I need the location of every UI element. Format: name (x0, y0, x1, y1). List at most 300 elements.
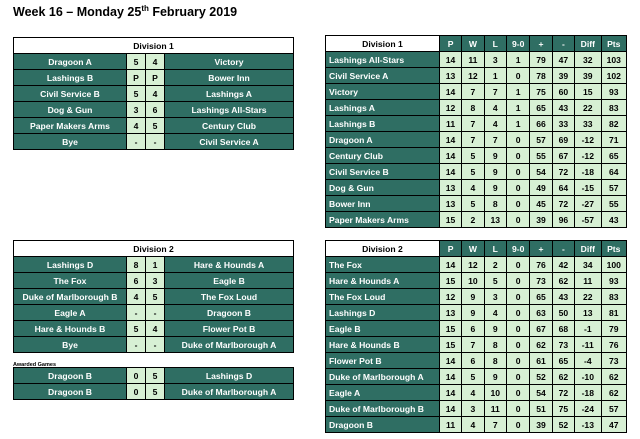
fixture-row (14, 368, 294, 384)
fixture-row (14, 257, 294, 273)
stat-cell: -12 (575, 148, 601, 164)
stat-cell: 14 (439, 353, 461, 369)
page-title (13, 4, 237, 19)
home-score: - (127, 305, 146, 321)
team-name: Duke of Marlborough B (326, 401, 440, 417)
stat-cell: 0 (506, 369, 529, 385)
stat-cell: 66 (530, 116, 552, 132)
stat-cell: 1 (506, 52, 529, 68)
team-name: The Fox (326, 257, 440, 273)
away-score: 4 (146, 54, 165, 70)
stat-cell: 13 (439, 180, 461, 196)
stat-cell: 33 (552, 116, 574, 132)
league-header: Division 1 (326, 36, 440, 52)
stat-cell: 7 (462, 84, 484, 100)
column-header: + (530, 36, 552, 52)
stat-cell: 3 (462, 401, 484, 417)
fixtures-header: Division 2 (14, 241, 294, 257)
team-name: Eagle A (326, 385, 440, 401)
team-name: Hare & Hounds B (326, 337, 440, 353)
stat-cell: 9 (484, 321, 506, 337)
stat-cell: 83 (601, 100, 627, 116)
division2-fixtures-table (13, 240, 294, 353)
team-name: Hare & Hounds A (326, 273, 440, 289)
stat-cell: 71 (601, 132, 627, 148)
home-team: Bye (14, 134, 127, 150)
fixture-row (14, 102, 294, 118)
division2-league-table (325, 240, 627, 433)
stat-cell: 54 (530, 164, 552, 180)
stat-cell: 8 (484, 196, 506, 212)
team-name: Paper Makers Arms (326, 212, 440, 228)
stat-cell: 3 (484, 289, 506, 305)
stat-cell: 0 (506, 196, 529, 212)
stat-cell: 76 (601, 337, 627, 353)
away-team: Hare & Hounds A (165, 257, 294, 273)
stat-cell: 0 (506, 305, 529, 321)
title-prefix: Week 16 – Monday 25 (13, 5, 142, 20)
home-score: 8 (127, 257, 146, 273)
away-score: 5 (146, 384, 165, 400)
home-team: Hare & Hounds B (14, 321, 127, 337)
column-header: - (552, 36, 574, 52)
stat-cell: 60 (552, 84, 574, 100)
stat-cell: -24 (575, 401, 601, 417)
stat-cell: 65 (530, 100, 552, 116)
league-row (326, 385, 627, 401)
stat-cell: 75 (530, 84, 552, 100)
league-row (326, 417, 627, 433)
stat-cell: 6 (462, 321, 484, 337)
stat-cell: 15 (439, 273, 461, 289)
away-score: 4 (146, 86, 165, 102)
division1-league-table (325, 35, 627, 228)
stat-cell: 64 (601, 164, 627, 180)
stat-cell: 5 (462, 148, 484, 164)
stat-cell: 14 (439, 148, 461, 164)
home-score: 0 (127, 384, 146, 400)
stat-cell: 96 (552, 212, 574, 228)
stat-cell: 9 (462, 305, 484, 321)
home-score: 0 (127, 368, 146, 384)
stat-cell: 72 (552, 385, 574, 401)
away-team: Civil Service A (165, 134, 294, 150)
stat-cell: 13 (439, 196, 461, 212)
stat-cell: 52 (530, 369, 552, 385)
awarded-games-label: Awarded Games (13, 362, 57, 368)
stat-cell: 0 (506, 212, 529, 228)
team-name: Bower Inn (326, 196, 440, 212)
stat-cell: 15 (439, 337, 461, 353)
stat-cell: 65 (601, 148, 627, 164)
stat-cell: 11 (575, 273, 601, 289)
fixture-row (14, 305, 294, 321)
stat-cell: 43 (552, 100, 574, 116)
away-team: Lashings D (165, 368, 294, 384)
stat-cell: 11 (484, 401, 506, 417)
league-row (326, 132, 627, 148)
stat-cell: 0 (506, 353, 529, 369)
away-team: Eagle B (165, 273, 294, 289)
league-row (326, 148, 627, 164)
stat-cell: 32 (575, 52, 601, 68)
stat-cell: 73 (530, 273, 552, 289)
fixture-row (14, 54, 294, 70)
league-row (326, 68, 627, 84)
stat-cell: 0 (506, 180, 529, 196)
fixture-row (14, 118, 294, 134)
team-name: Lashings D (326, 305, 440, 321)
stat-cell: 0 (506, 289, 529, 305)
league-header: Division 2 (326, 241, 440, 257)
stat-cell: 9 (484, 164, 506, 180)
stat-cell: 45 (530, 196, 552, 212)
away-team: Lashings All-Stars (165, 102, 294, 118)
stat-cell: 15 (439, 321, 461, 337)
stat-cell: 65 (552, 353, 574, 369)
stat-cell: 0 (506, 148, 529, 164)
away-score: 5 (146, 368, 165, 384)
stat-cell: 1 (506, 116, 529, 132)
league-row (326, 257, 627, 273)
home-team: Dragoon B (14, 384, 127, 400)
stat-cell: 72 (552, 164, 574, 180)
stat-cell: 49 (530, 180, 552, 196)
away-score: 5 (146, 289, 165, 305)
stat-cell: -4 (575, 353, 601, 369)
stat-cell: 43 (552, 289, 574, 305)
stat-cell: 54 (530, 385, 552, 401)
stat-cell: -27 (575, 196, 601, 212)
stat-cell: 4 (484, 116, 506, 132)
home-team: Paper Makers Arms (14, 118, 127, 134)
home-score: - (127, 337, 146, 353)
column-header: P (439, 36, 461, 52)
stat-cell: 51 (530, 401, 552, 417)
stat-cell: -13 (575, 417, 601, 433)
away-score: 3 (146, 273, 165, 289)
column-header: Diff (575, 36, 601, 52)
league-row (326, 305, 627, 321)
stat-cell: 11 (439, 417, 461, 433)
column-header: Pts (601, 241, 627, 257)
away-team: Flower Pot B (165, 321, 294, 337)
away-score: 1 (146, 257, 165, 273)
away-team: Duke of Marlborough A (165, 337, 294, 353)
fixture-row (14, 70, 294, 86)
column-header: Pts (601, 36, 627, 52)
stat-cell: 57 (601, 180, 627, 196)
stat-cell: 5 (462, 164, 484, 180)
away-team: Lashings A (165, 86, 294, 102)
stat-cell: 0 (506, 321, 529, 337)
stat-cell: 0 (506, 257, 529, 273)
fixture-row (14, 289, 294, 305)
stat-cell: 64 (552, 180, 574, 196)
stat-cell: 11 (462, 52, 484, 68)
stat-cell: 65 (530, 289, 552, 305)
team-name: Duke of Marlborough A (326, 369, 440, 385)
away-team: Bower Inn (165, 70, 294, 86)
stat-cell: 0 (506, 401, 529, 417)
stat-cell: 93 (601, 273, 627, 289)
stat-cell: 1 (506, 100, 529, 116)
stat-cell: 8 (462, 100, 484, 116)
stat-cell: 5 (484, 273, 506, 289)
stat-cell: 75 (552, 401, 574, 417)
stat-cell: 102 (601, 68, 627, 84)
column-header: P (439, 241, 461, 257)
league-row (326, 337, 627, 353)
team-name: Flower Pot B (326, 353, 440, 369)
stat-cell: 39 (530, 212, 552, 228)
fixture-row (14, 273, 294, 289)
stat-cell: 63 (530, 305, 552, 321)
stat-cell: 10 (484, 385, 506, 401)
stat-cell: 34 (575, 257, 601, 273)
stat-cell: 72 (552, 196, 574, 212)
away-score: 5 (146, 118, 165, 134)
league-row (326, 289, 627, 305)
away-team: Century Club (165, 118, 294, 134)
league-row (326, 369, 627, 385)
stat-cell: 22 (575, 289, 601, 305)
fixture-row (14, 86, 294, 102)
stat-cell: -1 (575, 321, 601, 337)
stat-cell: 73 (552, 337, 574, 353)
stat-cell: 62 (530, 337, 552, 353)
stat-cell: 73 (601, 353, 627, 369)
stat-cell: 7 (484, 84, 506, 100)
away-team: Victory (165, 54, 294, 70)
stat-cell: 4 (484, 305, 506, 321)
column-header: + (530, 241, 552, 257)
stat-cell: 10 (462, 273, 484, 289)
team-name: Civil Service A (326, 68, 440, 84)
fixtures-header: Division 1 (14, 38, 294, 54)
league-row (326, 353, 627, 369)
stat-cell: 2 (462, 212, 484, 228)
stat-cell: 93 (601, 84, 627, 100)
away-team: Dragoon B (165, 305, 294, 321)
fixture-row (14, 134, 294, 150)
home-team: Dog & Gun (14, 102, 127, 118)
division1-fixtures-table (13, 37, 294, 150)
league-row (326, 196, 627, 212)
away-team: The Fox Loud (165, 289, 294, 305)
team-name: Dragoon B (326, 417, 440, 433)
stat-cell: 12 (439, 100, 461, 116)
stat-cell: 78 (530, 68, 552, 84)
stat-cell: -18 (575, 385, 601, 401)
team-name: Dragoon A (326, 132, 440, 148)
stat-cell: 55 (530, 148, 552, 164)
away-score: 4 (146, 321, 165, 337)
stat-cell: 57 (601, 401, 627, 417)
stat-cell: 83 (601, 289, 627, 305)
stat-cell: -18 (575, 164, 601, 180)
team-name: Eagle B (326, 321, 440, 337)
stat-cell: 13 (484, 212, 506, 228)
league-row (326, 212, 627, 228)
stat-cell: 4 (462, 180, 484, 196)
column-header: L (484, 241, 506, 257)
stat-cell: 103 (601, 52, 627, 68)
team-name: Civil Service B (326, 164, 440, 180)
title-suffix: February 2019 (148, 5, 238, 20)
awarded-games-table (13, 367, 294, 400)
home-team: Lashings B (14, 70, 127, 86)
stat-cell: 14 (439, 84, 461, 100)
stat-cell: 39 (575, 68, 601, 84)
stat-cell: 1 (484, 68, 506, 84)
home-team: Civil Service B (14, 86, 127, 102)
team-name: The Fox Loud (326, 289, 440, 305)
stat-cell: 15 (575, 84, 601, 100)
stat-cell: -57 (575, 212, 601, 228)
stat-cell: 47 (552, 52, 574, 68)
stat-cell: 8 (484, 353, 506, 369)
league-row (326, 100, 627, 116)
league-row (326, 164, 627, 180)
column-header: 9-0 (506, 241, 529, 257)
stat-cell: 12 (462, 68, 484, 84)
stat-cell: 68 (552, 321, 574, 337)
column-header: Diff (575, 241, 601, 257)
stat-cell: 61 (530, 353, 552, 369)
column-header: - (552, 241, 574, 257)
home-team: Lashings D (14, 257, 127, 273)
stat-cell: 7 (484, 417, 506, 433)
title-sup: th (141, 4, 149, 13)
stat-cell: 57 (530, 132, 552, 148)
stat-cell: 33 (575, 116, 601, 132)
stat-cell: 39 (552, 68, 574, 84)
stat-cell: 43 (601, 212, 627, 228)
away-score: - (146, 134, 165, 150)
team-name: Lashings All-Stars (326, 52, 440, 68)
away-score: P (146, 70, 165, 86)
stat-cell: 50 (552, 305, 574, 321)
stat-cell: 7 (484, 132, 506, 148)
stat-cell: 47 (601, 417, 627, 433)
stat-cell: 76 (530, 257, 552, 273)
league-row (326, 273, 627, 289)
column-header: W (462, 241, 484, 257)
away-score: 6 (146, 102, 165, 118)
stat-cell: 7 (462, 337, 484, 353)
stat-cell: 62 (601, 369, 627, 385)
stat-cell: 9 (484, 369, 506, 385)
stat-cell: 13 (439, 305, 461, 321)
home-team: Dragoon A (14, 54, 127, 70)
stat-cell: 5 (462, 369, 484, 385)
stat-cell: 5 (462, 196, 484, 212)
team-name: Dog & Gun (326, 180, 440, 196)
stat-cell: 81 (601, 305, 627, 321)
stat-cell: 12 (462, 257, 484, 273)
team-name: Century Club (326, 148, 440, 164)
stat-cell: 62 (552, 369, 574, 385)
stat-cell: 69 (552, 132, 574, 148)
home-score: 3 (127, 102, 146, 118)
stat-cell: 6 (462, 353, 484, 369)
stat-cell: 82 (601, 116, 627, 132)
column-header: W (462, 36, 484, 52)
column-header: 9-0 (506, 36, 529, 52)
away-score: - (146, 337, 165, 353)
stat-cell: 0 (506, 68, 529, 84)
home-score: 4 (127, 118, 146, 134)
stat-cell: 3 (484, 52, 506, 68)
home-team: Bye (14, 337, 127, 353)
team-name: Lashings B (326, 116, 440, 132)
stat-cell: 14 (439, 257, 461, 273)
stat-cell: 0 (506, 132, 529, 148)
stat-cell: 52 (552, 417, 574, 433)
home-score: 5 (127, 321, 146, 337)
home-score: - (127, 134, 146, 150)
league-row (326, 321, 627, 337)
home-score: P (127, 70, 146, 86)
league-row (326, 180, 627, 196)
stat-cell: 0 (506, 164, 529, 180)
home-team: Duke of Marlborough B (14, 289, 127, 305)
stat-cell: 14 (439, 369, 461, 385)
stat-cell: 15 (439, 212, 461, 228)
stat-cell: 39 (530, 417, 552, 433)
stat-cell: 0 (506, 385, 529, 401)
stat-cell: 55 (601, 196, 627, 212)
fixture-row (14, 321, 294, 337)
home-score: 5 (127, 86, 146, 102)
column-header: L (484, 36, 506, 52)
stat-cell: 0 (506, 337, 529, 353)
stat-cell: 8 (484, 337, 506, 353)
stat-cell: 79 (530, 52, 552, 68)
home-team: Dragoon B (14, 368, 127, 384)
league-row (326, 52, 627, 68)
stat-cell: -11 (575, 337, 601, 353)
league-row (326, 84, 627, 100)
stat-cell: 14 (439, 164, 461, 180)
home-score: 4 (127, 289, 146, 305)
away-team: Duke of Marlborough A (165, 384, 294, 400)
stat-cell: 0 (506, 417, 529, 433)
stat-cell: 14 (439, 385, 461, 401)
fixture-row (14, 337, 294, 353)
team-name: Lashings A (326, 100, 440, 116)
home-score: 5 (127, 54, 146, 70)
stat-cell: 13 (575, 305, 601, 321)
stat-cell: 9 (484, 180, 506, 196)
stat-cell: 4 (462, 385, 484, 401)
stat-cell: 11 (439, 116, 461, 132)
away-score: - (146, 305, 165, 321)
stat-cell: 0 (506, 273, 529, 289)
stat-cell: 4 (462, 417, 484, 433)
stat-cell: 1 (506, 84, 529, 100)
stat-cell: 42 (552, 257, 574, 273)
stat-cell: 14 (439, 52, 461, 68)
stat-cell: -15 (575, 180, 601, 196)
stat-cell: 4 (484, 100, 506, 116)
league-row (326, 401, 627, 417)
home-team: The Fox (14, 273, 127, 289)
stat-cell: 12 (439, 289, 461, 305)
stat-cell: 14 (439, 132, 461, 148)
fixture-row (14, 384, 294, 400)
